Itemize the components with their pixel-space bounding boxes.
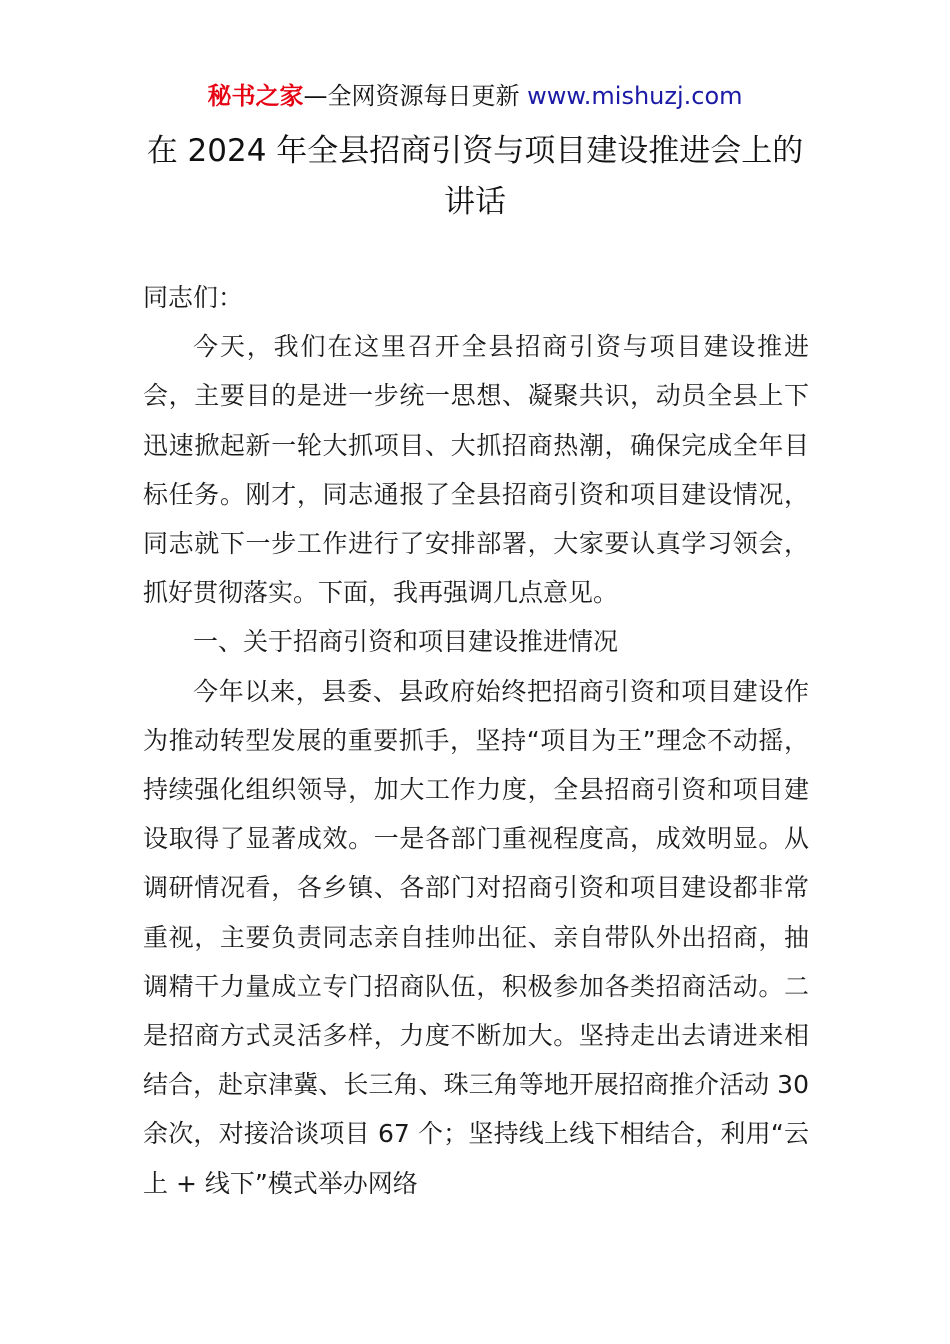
site-banner <box>0 80 950 112</box>
document-title: 在 2024 年全县招商引资与项目建设推进会上的讲话 <box>146 133 804 220</box>
section-heading: 一、关于招商引资和项目建设推进情况 <box>193 627 619 657</box>
brand-name: 秘书之家 <box>207 82 304 110</box>
document-body <box>143 273 809 1208</box>
site-url[interactable]: www.mishuzj.com <box>527 82 743 110</box>
salutation: 同志们： <box>143 283 244 312</box>
banner-tagline: —全网资源每日更新 <box>303 82 528 110</box>
paragraph-intro: 今天，我们在这里召开全县招商引资与项目建设推进会，主要目的是进一步统一思想、凝聚共识，动员全县上下迅速掀起新一轮大抓项目、大抓招商热潮，确保完成全年目标任务。刚才，同志通报了全县招商引资和项目建设情况，同志就下一步工作进行了安排部署，大家要认真学习领会，抓好贯彻落实。下面，我再强调几点意见。 <box>143 332 809 608</box>
paragraph-progress: 今年以来，县委、县政府始终把招商引资和项目建设作为推动转型发展的重要抓手，坚持“项目为王”理念不动摇，持续强化组织领导，加大工作力度，全县招商引资和项目建设取得了显著成效。一是各部门重视程度高，成效明显。从调研情况看，各乡镇、各部门对招商引资和项目建设都非常重视，主要负责同志亲自挂帅出征、亲自带队外出招商，抽调精干力量成立专门招商队伍，积极参加各类招商活动。二是招商方式灵活多样，力度不断加大。坚持走出去请进来相结合，赴京津冀、长三角、珠三角等地开展招商推介活动 30 余次，对接洽谈项目 67 个；坚持线上线下相结合，利用“云上 + 线下”模式举办网络 <box>143 676 809 1198</box>
